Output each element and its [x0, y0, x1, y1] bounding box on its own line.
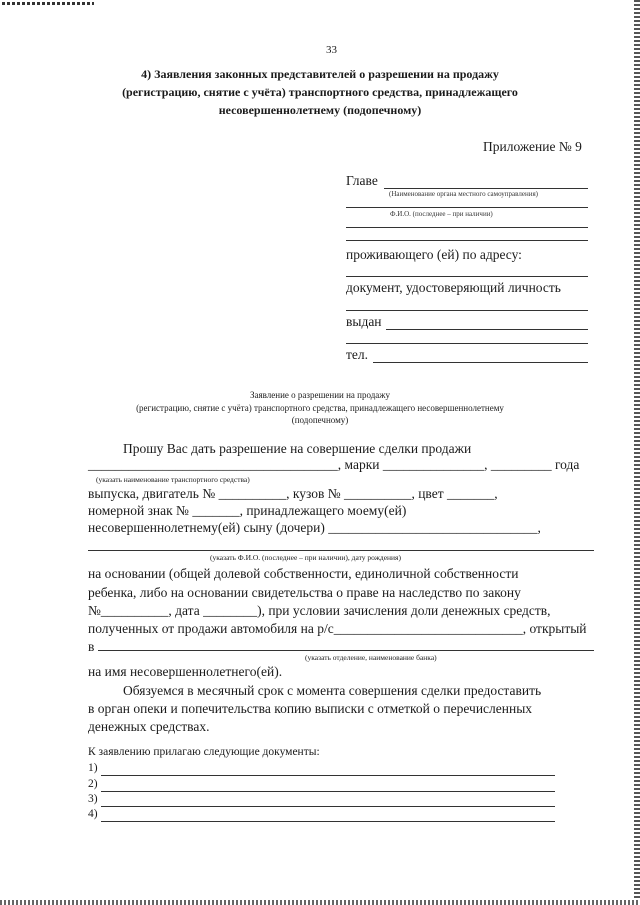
scan-edge-bottom	[0, 900, 640, 905]
body-p3-line3: денежных средствах.	[88, 719, 210, 734]
attachment-line-4[interactable]	[101, 821, 555, 822]
scan-mark	[2, 2, 94, 5]
body-p2-line1: на основании (общей долевой собственности, единоличной собственности	[88, 566, 519, 581]
body-p1-line4: номерной знак № _______, принадлежащего моему(ей)	[88, 503, 407, 518]
attachment-line-3[interactable]	[101, 806, 555, 807]
issued-line-2[interactable]	[346, 343, 588, 344]
body-p1-line3: выпуска, двигатель № __________, кузов № __________, цвет _______,	[88, 486, 498, 501]
body-p2-line3: №__________, дата ________), при условии зачисления доли денежных средств,	[88, 603, 551, 618]
address-line[interactable]	[346, 276, 588, 277]
body-p3-line1: Обязуемся в месячный срок с момента совершения сделки предоставить	[123, 683, 542, 698]
attachment-item-3: 3)	[88, 793, 98, 805]
body-p2-line4: полученных от продажи автомобиля на р/с____________________________, открытый	[88, 621, 587, 636]
body-p2-line2: ребенка, либо на основании свидетельства о праве на наследство по закону	[88, 585, 521, 600]
appendix-label: Приложение № 9	[483, 139, 582, 154]
page-number: 33	[326, 44, 337, 56]
glave-label: Главе	[346, 173, 378, 188]
hint-vehicle: (указать наименование транспортного средства)	[96, 475, 250, 484]
issued-line[interactable]	[386, 329, 588, 330]
attachment-line-1[interactable]	[101, 775, 555, 776]
org-hint: (Наименование органа местного самоуправления)	[389, 190, 539, 198]
phone-line[interactable]	[373, 362, 588, 363]
hint-bank: (указать отделение, наименование банка)	[305, 653, 437, 662]
org-name-line[interactable]	[384, 188, 588, 189]
body-p1-line2: _____________________________________, марки _______________, _________ года	[88, 457, 580, 472]
body-p1-line1: Прошу Вас дать разрешение на совершение сделки продажи	[123, 441, 472, 456]
fio-line-2[interactable]	[346, 240, 588, 241]
issued-label: выдан	[346, 314, 382, 329]
statement-title-line2: (регистрацию, снятие с учёта) транспортного средства, принадлежащего несовершеннолетнему	[136, 403, 504, 413]
attachments-label: К заявлению прилагаю следующие документы:	[88, 746, 320, 758]
hint-child: (указать Ф.И.О. (последнее – при наличии), дату рождения)	[210, 553, 402, 562]
attachment-item-1: 1)	[88, 762, 98, 774]
attachment-item-2: 2)	[88, 778, 98, 790]
child-info-line[interactable]	[88, 550, 594, 551]
body-p2-line5: в	[88, 639, 95, 654]
address-label: проживающего (ей) по адресу:	[346, 247, 522, 262]
fio-line[interactable]	[346, 227, 588, 228]
scan-edge-right	[634, 0, 640, 905]
statement-title-line3: (подопечному)	[291, 415, 349, 425]
phone-label: тел.	[346, 347, 369, 362]
attachment-item-4: 4)	[88, 808, 98, 820]
document-line[interactable]	[346, 310, 588, 311]
bank-line[interactable]	[98, 650, 594, 651]
org-name-line-2[interactable]	[346, 207, 588, 208]
section-title-line1: 4) Заявления законных представителей о разрешении на продажу	[141, 67, 499, 81]
body-p2-line6: на имя несовершеннолетнего(ей).	[88, 664, 283, 679]
body-p1-line5: несовершеннолетнему(ей) сыну (дочери) _______________________________,	[88, 520, 541, 535]
attachment-line-2[interactable]	[101, 791, 555, 792]
statement-title-line1: Заявление о разрешении на продажу	[250, 390, 390, 400]
body-p3-line2: в орган опеки и попечительства копию выписки с отметкой о перечисленных	[88, 701, 533, 716]
section-title-line2: (регистрацию, снятие с учёта) транспортного средства, принадлежащего	[122, 85, 518, 99]
section-title-line3: несовершеннолетнему (подопечному)	[218, 103, 422, 117]
document-label: документ, удостоверяющий личность	[346, 280, 561, 295]
fio-hint: Ф.И.О. (последнее – при наличии)	[390, 210, 493, 218]
